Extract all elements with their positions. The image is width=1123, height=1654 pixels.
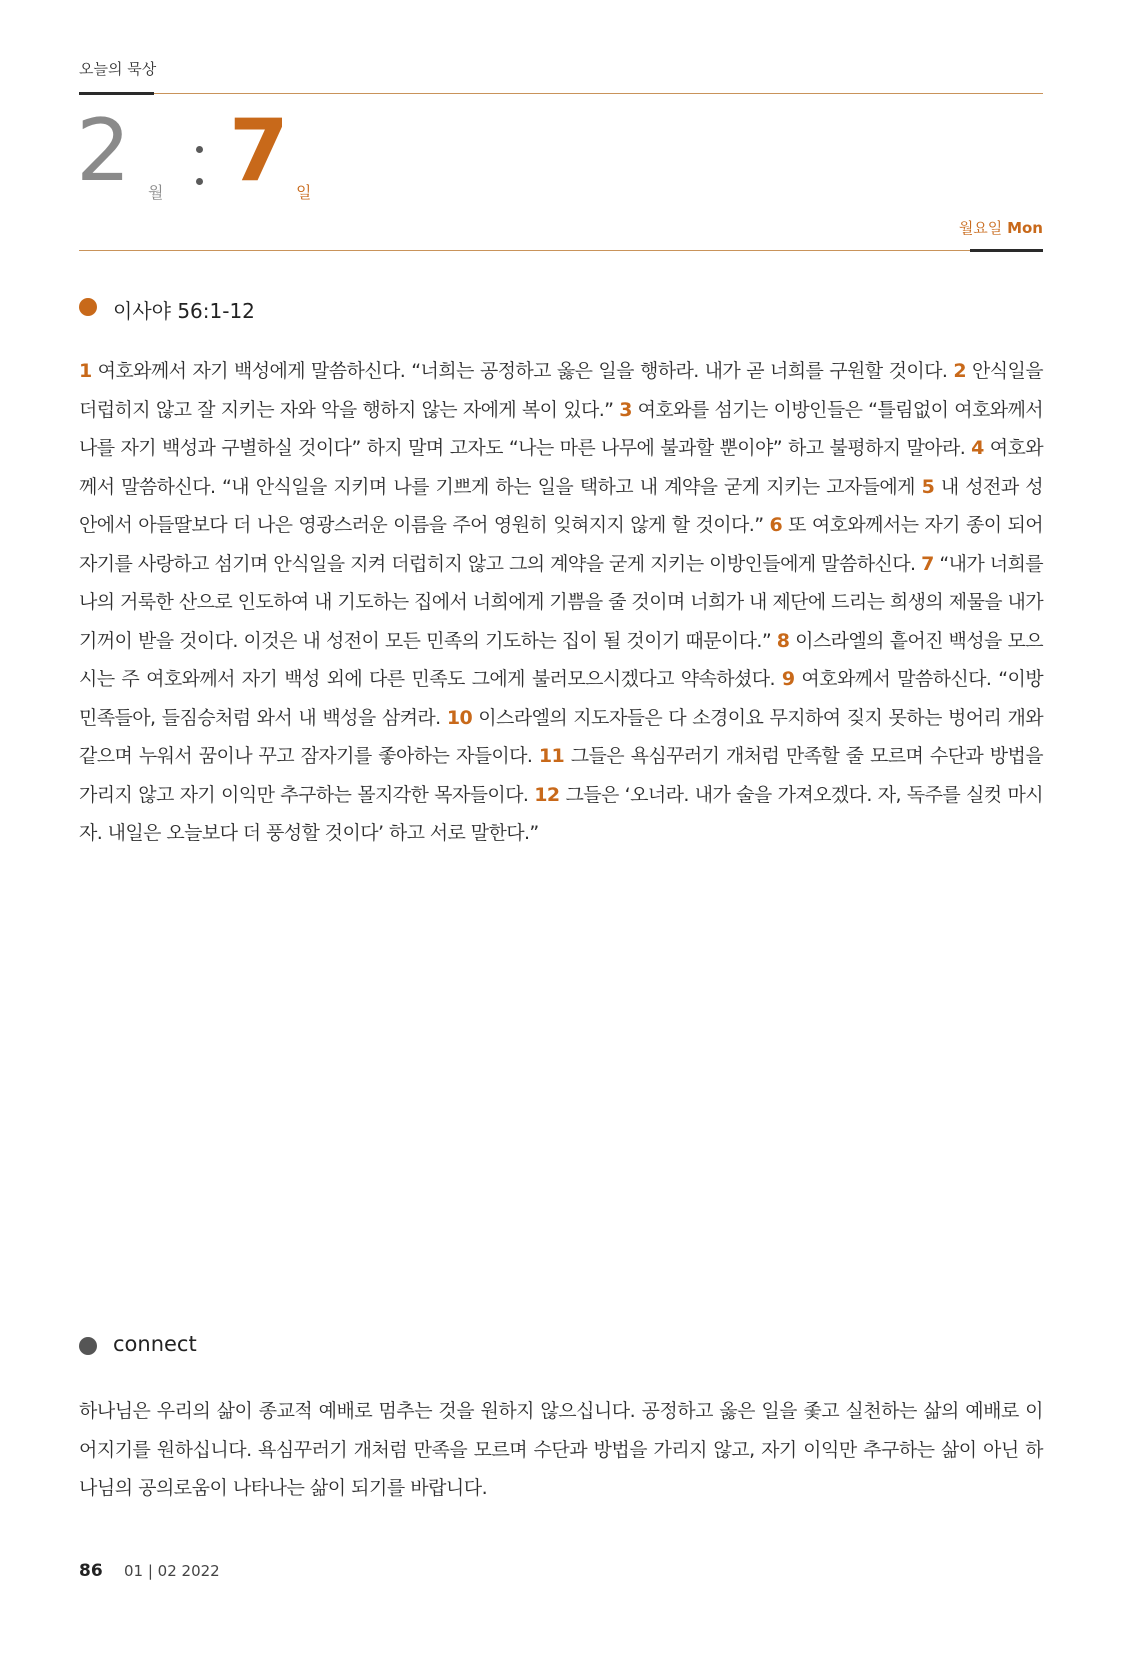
scripture-passage xyxy=(79,352,1043,853)
weekday-korean: 월요일 xyxy=(958,219,1003,237)
verse-number: 11 xyxy=(538,745,565,767)
verse-number: 9 xyxy=(781,668,795,690)
connect-heading: connect xyxy=(113,1332,197,1356)
month-number: 2 xyxy=(76,101,129,201)
verse-number: 3 xyxy=(619,398,632,421)
verse-text: 그들은 욕심꾸러기 개처럼 만족할 줄 모르며 수단과 방법을 가리지 않고 자기 이익만 추구하는 몰지각한 목자들이다. xyxy=(79,745,1043,806)
section-label-underline xyxy=(79,92,154,95)
verse-text: 안식일을 더럽히지 않고 잘 지키는 자와 악을 행하지 않는 자에게 복이 있다.” xyxy=(79,360,1043,421)
section-label: 오늘의 묵상 xyxy=(79,60,157,78)
verse-number: 6 xyxy=(769,514,783,536)
verse-text: 이스라엘의 흩어진 백성을 모으시는 주 여호와께서 자기 백성 외에 다른 민족도 그에게 불러모으시겠다고 약속하셨다. xyxy=(79,629,1044,690)
verse-text: 여호와께서 말씀하신다. “내 안식일을 지키며 나를 기쁘게 하는 일을 택하고 내 계약을 굳게 지키는 고자들에게 xyxy=(79,437,1043,498)
weekday xyxy=(959,217,1043,238)
issue-date: 01 | 02 2022 xyxy=(124,1562,220,1580)
verse-text: 또 여호와께서는 자기 종이 되어 자기를 사랑하고 섬기며 안식일을 지켜 더럽히지 않고 그의 계약을 굳게 지키는 이방인들에게 말씀하신다. xyxy=(79,514,1043,575)
verse-text: 여호와께서 자기 백성에게 말씀하신다. “너희는 공정하고 옳은 일을 행하라. 내가 곧 너희를 구원할 것이다. xyxy=(91,360,954,382)
verse-number: 2 xyxy=(953,360,966,382)
verse-number: 7 xyxy=(921,552,934,575)
connect-text: 하나님은 우리의 삶이 종교적 예배로 멈추는 것을 원하지 않으십니다. 공정하고 옳은 일을 좇고 실천하는 삶의 예배로 이어지기를 원하십니다. 욕심꾸러기 개처럼 만족을 모르며 수단과 방법을 가리지 않고, 자기 이익만 추구하는 삶이 아닌 하나님의 공의로움이 나타나는 삶이 되기를 바랍니다. xyxy=(79,1400,1043,1499)
verse-text: 이스라엘의 지도자들은 다 소경이요 무지하여 짖지 못하는 벙어리 개와 같으며 누워서 꿈이나 꾸고 잠자기를 좋아하는 자들이다. xyxy=(79,706,1043,767)
verse-text: 내 성전과 성 안에서 아들딸보다 더 나은 영광스러운 이름을 주어 영원히 잊혀지지 않게 할 것이다.” xyxy=(79,475,1043,536)
day-number: 7 xyxy=(229,101,289,201)
date-colon-separator xyxy=(196,142,204,192)
page-number: 86 xyxy=(79,1561,103,1581)
verse-text: “내가 너희를 나의 거룩한 산으로 인도하여 내 기도하는 집에서 너희에게 기쁨을 줄 것이며 너희가 내 제단에 드리는 희생의 제물을 내가 기꺼이 받을 것이다. 이것은 내 성전이 모든 민족의 기도하는 집이 될 것이기 때문이다.” xyxy=(79,552,1043,652)
top-divider xyxy=(79,93,1043,94)
verse-number: 10 xyxy=(446,706,473,729)
verse-text: 그들은 ‘오너라. 내가 술을 가져오겠다. 자, 독주를 실컷 마시자. 내일은 오늘보다 더 풍성할 것이다’ 하고 서로 말한다.” xyxy=(79,783,1043,844)
verse-text: 여호와께서 말씀하신다. “이방 민족들아, 들짐승처럼 와서 내 백성을 삼켜라. xyxy=(79,668,1043,729)
scripture-reference: 이사야 56:1-12 xyxy=(113,299,255,323)
weekday-english: Mon xyxy=(1007,219,1043,237)
verse-number: 4 xyxy=(971,437,984,459)
header-divider xyxy=(79,250,1043,251)
scripture-bullet-icon xyxy=(79,298,97,316)
verse-number: 12 xyxy=(534,783,560,806)
connect-bullet-icon xyxy=(79,1337,97,1355)
weekday-underline xyxy=(970,249,1043,252)
verse-number: 5 xyxy=(921,475,935,498)
verse-text: 여호와를 섬기는 이방인들은 “틀림없이 여호와께서 나를 자기 백성과 구별하실 것이다” 하지 말며 고자도 “나는 마른 나무에 불과할 뿐이야” 하고 불평하지 말아라. xyxy=(79,398,1044,459)
month-unit: 월 xyxy=(148,183,164,202)
verse-number: 1 xyxy=(79,360,92,382)
day-unit: 일 xyxy=(296,183,312,202)
verse-number: 8 xyxy=(776,629,790,652)
